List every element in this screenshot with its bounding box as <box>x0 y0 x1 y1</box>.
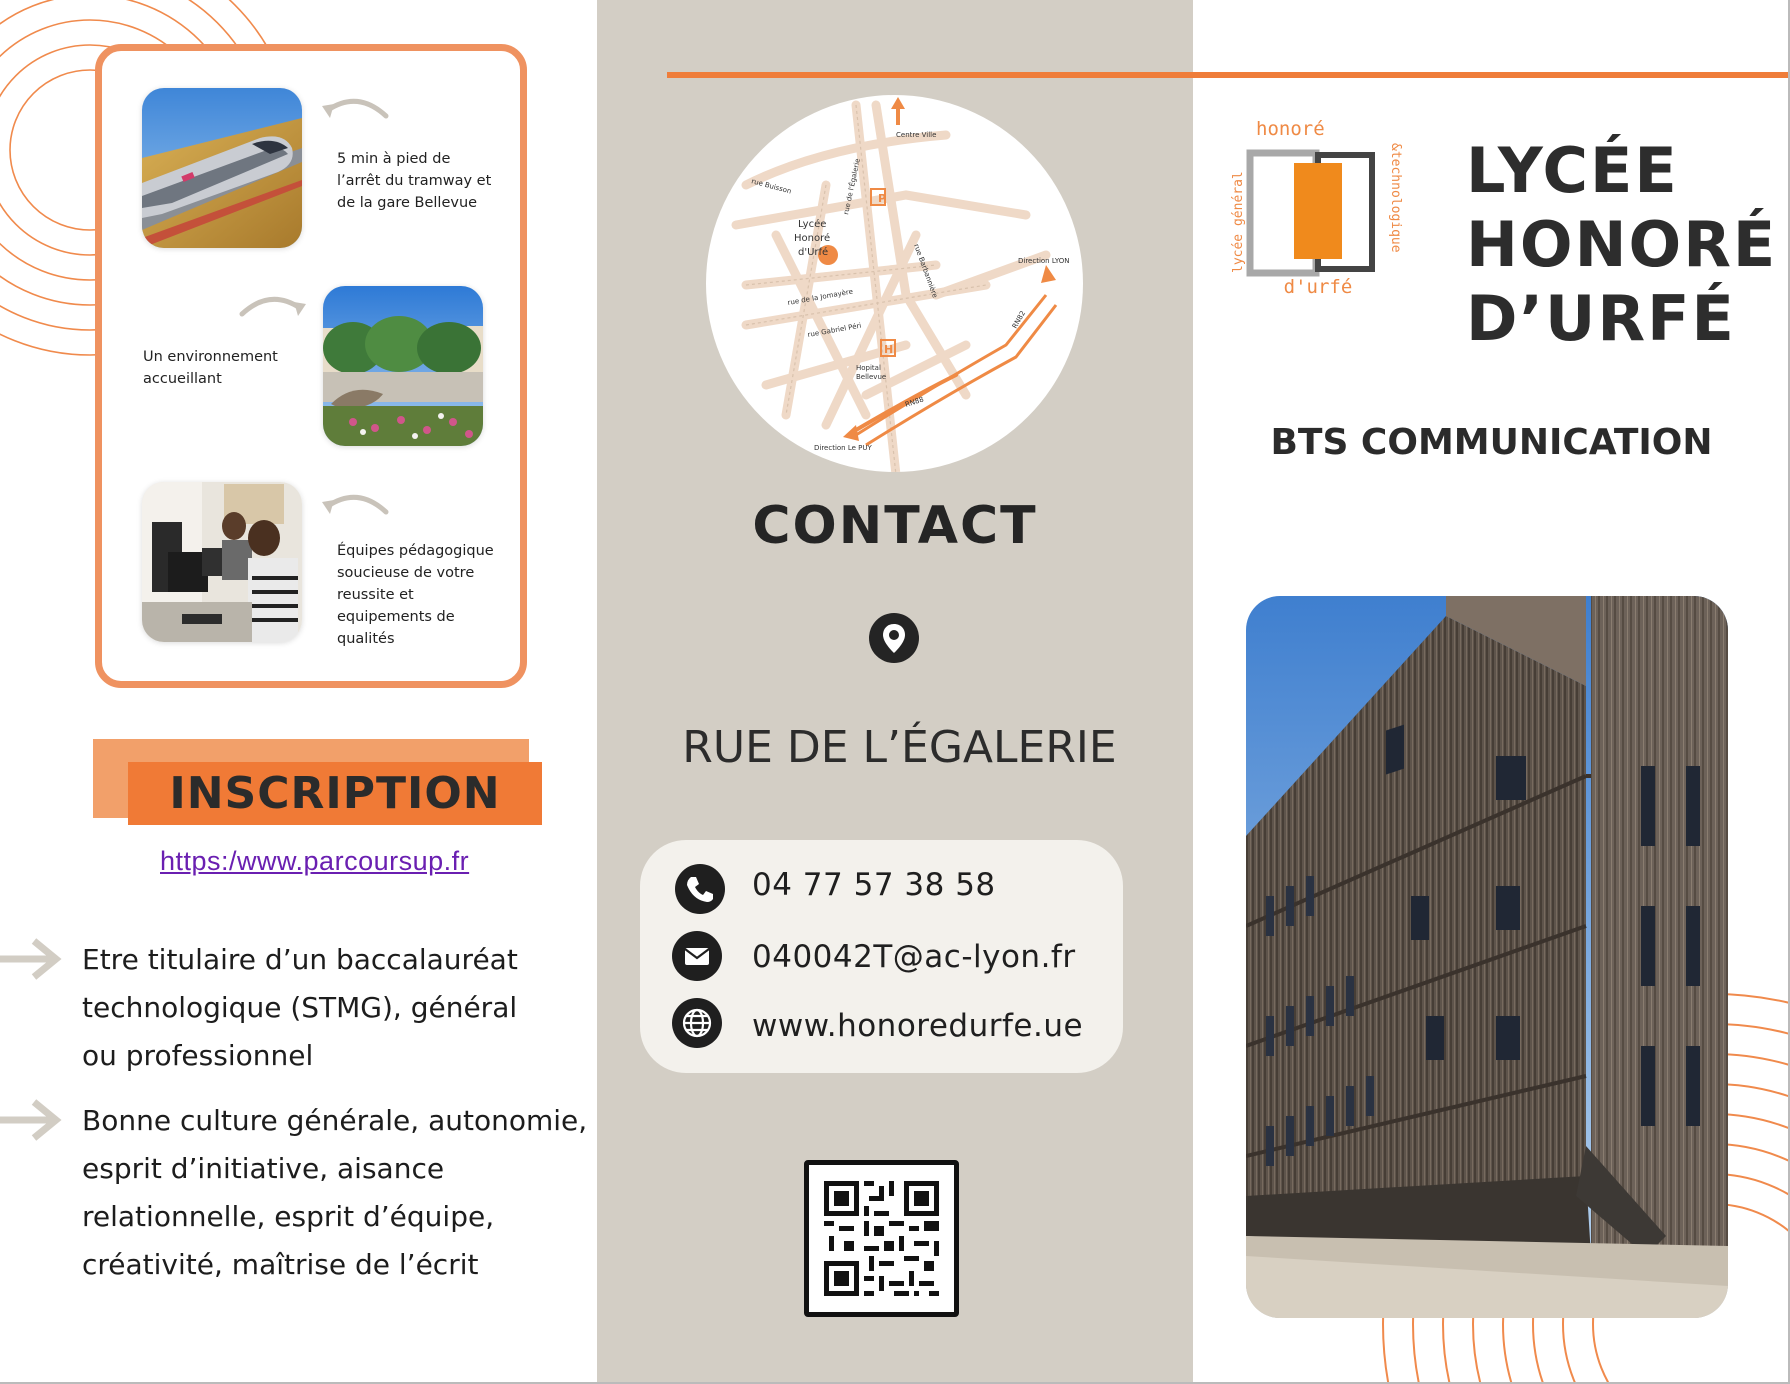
school-name-line-3: D’URFÉ <box>1466 282 1736 355</box>
map-label-hopital-2: Bellevue <box>856 373 887 381</box>
feature-3-line-4: equipements de <box>337 609 455 625</box>
requirement-2-line-4: créativité, maîtrise de l’écrit <box>82 1248 479 1281</box>
arrow-right-icon <box>0 933 64 985</box>
phone-number[interactable]: 04 77 57 38 58 <box>752 867 996 903</box>
contact-title: CONTACT <box>752 496 1038 556</box>
feature-3-line-5: qualités <box>337 631 395 647</box>
map-label-rn88: RN88 <box>904 395 925 409</box>
curl-arrow-icon <box>238 292 310 322</box>
classroom-photo <box>142 482 302 642</box>
map-label-lycee-1: Lycée <box>798 219 827 230</box>
school-logo <box>1228 113 1408 313</box>
parcoursup-link[interactable]: https:/www.parcoursup.fr <box>160 846 470 876</box>
train-photo <box>142 88 302 248</box>
requirement-1-line-3: ou professionnel <box>82 1039 314 1072</box>
map-label-lycee-2: Honoré <box>794 233 831 244</box>
feature-1-line-2: l’arrêt du tramway et <box>337 173 492 189</box>
feature-2-line-1: Un environnement <box>143 349 278 365</box>
map-label-direction-puy: Direction Le PUY <box>814 444 872 452</box>
map-label-hopital-1: Hopital <box>856 364 881 372</box>
program-title: BTS COMMUNICATION <box>1270 422 1713 463</box>
building-photo <box>1246 596 1728 1318</box>
feature-3-line-1: Équipes pédagogique <box>337 543 494 559</box>
email-address[interactable]: 040042T@ac-lyon.fr <box>752 939 1076 975</box>
phone-icon <box>675 864 725 914</box>
feature-2-line-2: accueillant <box>143 371 222 387</box>
curl-arrow-icon <box>318 490 390 520</box>
feature-1-line-1: 5 min à pied de <box>337 151 451 167</box>
map-label-rue-barbanniere: rue Barbannière <box>912 242 940 299</box>
map-label-rue-buisson: rue Buisson <box>750 177 793 196</box>
map-label-rn82: RN82 <box>1010 309 1028 330</box>
location-pin-icon <box>869 613 919 663</box>
header-rule <box>667 72 1790 78</box>
parking-marker: P <box>878 192 887 205</box>
requirement-1-line-1: Etre titulaire d’un baccalauréat <box>82 943 518 976</box>
requirement-2 <box>82 1097 602 1289</box>
school-name-line-2: HONORÉ <box>1466 208 1778 281</box>
globe-icon <box>672 998 722 1048</box>
map-label-rue-egalerie: rue de l'Égalerie <box>842 157 862 216</box>
school-name <box>1466 134 1777 356</box>
requirement-2-line-3: relationnelle, esprit d’équipe, <box>82 1200 495 1233</box>
logo-text-bottom: d'urfé <box>1283 276 1353 298</box>
feature-3-line-3: reussite et <box>337 587 414 603</box>
inscription-title: INSCRIPTION <box>169 768 501 819</box>
map-label-centre-ville: Centre Ville <box>896 131 937 139</box>
square-photo <box>323 286 483 446</box>
curl-arrow-icon <box>318 94 390 124</box>
feature-3-line-2: soucieuse de votre <box>337 565 475 581</box>
hospital-marker: H <box>884 343 894 356</box>
logo-text-top: honoré <box>1256 118 1325 140</box>
website-url[interactable]: www.honoredurfe.ue <box>752 1008 1084 1044</box>
school-name-line-1: LYCÉE <box>1466 134 1679 207</box>
arrow-right-icon <box>0 1094 64 1146</box>
logo-text-left: lycée général <box>1231 171 1246 273</box>
feature-text-1 <box>337 148 491 214</box>
feature-text-3 <box>337 540 494 650</box>
requirement-1-line-2: technologique (STMG), général <box>82 991 518 1024</box>
location-map <box>706 95 1083 472</box>
email-icon <box>672 931 722 981</box>
qr-code[interactable] <box>804 1160 959 1317</box>
requirement-2-line-2: esprit d’initiative, aisance <box>82 1152 445 1185</box>
feature-text-2 <box>143 346 278 390</box>
logo-text-right: &technologique <box>1388 143 1403 253</box>
map-label-lycee-3: d'Urfé <box>798 247 829 258</box>
requirement-2-line-1: Bonne culture générale, autonomie, <box>82 1104 588 1137</box>
map-label-rue-gabriel-peri: rue Gabriel Péri <box>806 321 862 339</box>
requirement-1 <box>82 936 602 1080</box>
address-text: RUE DE L’ÉGALERIE <box>682 722 1117 773</box>
map-label-direction-lyon: Direction LYON <box>1018 257 1070 265</box>
map-label-rue-jomayere: rue de la Jomayère <box>786 287 854 307</box>
feature-1-line-3: de la gare Bellevue <box>337 195 478 211</box>
